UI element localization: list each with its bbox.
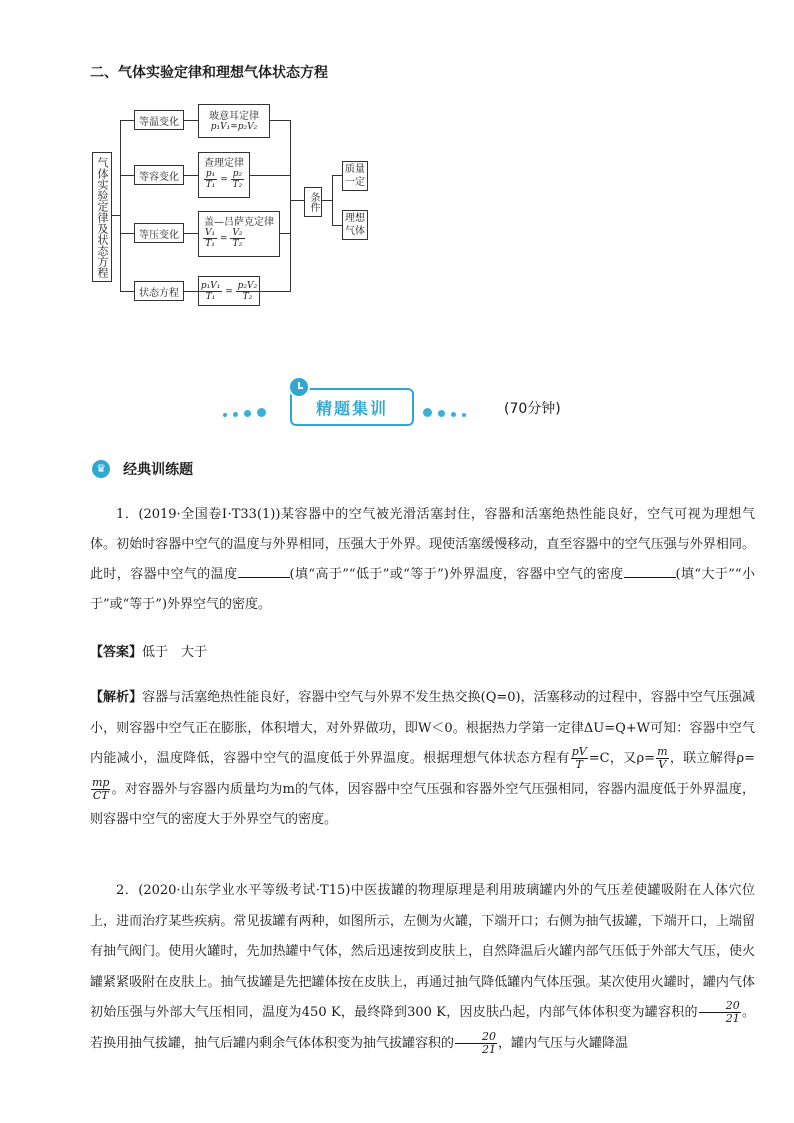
decor-dots-right bbox=[420, 402, 469, 421]
connector bbox=[290, 120, 291, 292]
branch-label-box bbox=[134, 223, 184, 243]
frac-num: pV bbox=[571, 745, 587, 758]
frac-num: p₁V₁ bbox=[200, 280, 221, 291]
banner-time: (70分钟) bbox=[504, 401, 561, 417]
q1-analysis bbox=[90, 683, 755, 836]
q1-text-c: (填“大于”“小于”或“等于”)外界空气的密度。 bbox=[90, 567, 755, 612]
frac-den: T₂ bbox=[232, 239, 243, 249]
connector bbox=[120, 120, 121, 292]
branch-label: 等容变化 bbox=[139, 171, 179, 183]
q1-text-a: 1．(2019·全国卷Ⅰ·T33(1))某容器中的空气被光滑活塞封住，容器和活塞绝热性能良好，空气可视为理想气体。初始时容器中空气的温度与外界相同，压强大于外界。现使活塞缓慢移动，直至容器中的空气压强与外界相同。此时，容器中空气的温度 bbox=[90, 507, 755, 582]
frac-den: T bbox=[575, 758, 583, 771]
connector bbox=[332, 225, 342, 226]
connector bbox=[290, 200, 304, 201]
connector bbox=[120, 120, 134, 121]
connector bbox=[184, 233, 198, 234]
section-title: 二、气体实验定律和理想气体状态方程 bbox=[90, 65, 328, 81]
branch-label-box bbox=[134, 165, 184, 185]
law-box: 查理定律 $\frac{\text{p₁}}{\text{T₁}}$ = $\frac{\text{p₂}}{\text{T₂}}$ bbox=[198, 152, 250, 198]
concept-diagram bbox=[0, 0, 794, 330]
law-box: 盖—吕萨克定律 $\frac{\text{V₁}}{\text{T₁}}$ = $\frac{\text{V₂}}{\text{T₂}}$ bbox=[198, 211, 280, 257]
frac-den: T₂ bbox=[242, 291, 253, 302]
frac-den: V bbox=[658, 758, 667, 771]
root-box bbox=[92, 152, 112, 282]
law-name: 玻意耳定律 bbox=[209, 111, 259, 122]
answer-label: 【答案】 bbox=[90, 645, 143, 660]
frac-num: 20 bbox=[455, 1031, 497, 1044]
connector bbox=[120, 291, 134, 292]
law-box bbox=[198, 104, 270, 138]
connector bbox=[120, 175, 134, 176]
answer-blank[interactable] bbox=[238, 563, 290, 578]
frac-den: 21 bbox=[482, 1042, 497, 1056]
subsection-heading bbox=[92, 458, 193, 479]
connector bbox=[322, 200, 332, 201]
frac-num: V₁ bbox=[205, 228, 216, 238]
frac-den: T₂ bbox=[232, 180, 243, 190]
law-name: 查理定律 bbox=[204, 158, 244, 169]
frac-den: T₁ bbox=[205, 180, 216, 190]
analysis-text: 容器与活塞绝热性能良好，容器中空气与外界不发生热交换(Q=0)，活塞移动的过程中，容器中空气压强减小，则容器中空气正在膨胀，体积增大，对外界做功，即W＜0。根据热力学第一定律ΔU=Q+W可知：容器中空气内能减小，温度降低，容器中空气的温度低于外界温度。根据理想气体状态方程有 bbox=[90, 690, 755, 766]
decor-dots-left bbox=[220, 402, 269, 421]
section-banner bbox=[220, 378, 600, 436]
connector bbox=[280, 233, 290, 234]
condition-item-box bbox=[342, 161, 368, 191]
alarm-clock-icon bbox=[288, 376, 310, 398]
frac-num: m bbox=[657, 745, 668, 758]
condition-item-box bbox=[342, 210, 368, 240]
frac-num: V₂ bbox=[232, 228, 243, 238]
condition-item: 理想气体 bbox=[345, 213, 365, 237]
law-name: 盖—吕萨克定律 bbox=[204, 217, 274, 228]
connector bbox=[184, 120, 198, 121]
law-formula: p₁V₁=p₂V₂ bbox=[210, 122, 258, 132]
condition-box bbox=[304, 187, 322, 217]
subsection-title: 经典训练题 bbox=[123, 461, 194, 478]
branch-label-box bbox=[134, 281, 184, 301]
connector bbox=[112, 215, 120, 216]
frac-den: T₁ bbox=[205, 291, 216, 302]
condition-item: 质量一定 bbox=[345, 164, 365, 188]
connector bbox=[120, 233, 134, 234]
connector bbox=[250, 175, 290, 176]
frac-num: p₁ bbox=[204, 169, 218, 180]
analysis-label: 【解析】 bbox=[90, 690, 143, 705]
connector bbox=[270, 120, 290, 121]
frac-num: p₂ bbox=[231, 169, 245, 180]
analysis-text: ，联立解得ρ= bbox=[669, 751, 755, 766]
analysis-text: 。对容器外与容器内质量均为m的气体，因容器中空气压强和容器外空气压强相同，容器内温度低于外界温度，则容器中空气的密度大于外界空气的密度。 bbox=[90, 781, 755, 827]
law-box: $\frac{\text{p₁V₁}}{\text{T₁}}$ = $\frac{\text{p₂V₂}}{\text{T₂}}$ bbox=[198, 276, 260, 306]
connector bbox=[184, 175, 198, 176]
frac-num: mp bbox=[92, 775, 110, 789]
connector bbox=[184, 291, 198, 292]
frac-num: 20 bbox=[699, 1000, 741, 1013]
frac-den: CT bbox=[92, 788, 109, 802]
frac-den: T₁ bbox=[205, 239, 215, 249]
connector bbox=[332, 175, 333, 225]
branch-label: 等温变化 bbox=[139, 116, 179, 128]
frac-den: 21 bbox=[725, 1012, 740, 1025]
root-label: 气体实验定律及状态方程 bbox=[96, 156, 109, 278]
q2-text-a: 2．(2020·山东学业水平等级考试·T15)中医拔罐的物理原理是利用玻璃罐内外的气压差使罐吸附在人体穴位上，进而治疗某些疾病。常见拔罐有两种，如图所示，左侧为火罐，下端开口；右侧为抽气拔罐，下端开口，上端留有抽气阀门。使用火罐时，先加热罐中气体，然后迅速按到皮肤上，自然降温后火罐内部气压低于外部大气压，使火罐紧紧吸附在皮肤上。抽气拔罐是先把罐体按在皮肤上，再通过抽气降低罐内气体压强。某次使用火罐时，罐内气体初始压强与外部大气压相同，温度为450 K，最终降到300 K，因皮肤凸起，内部气体体积变为罐容积的 bbox=[90, 883, 755, 1020]
banner-box bbox=[290, 388, 414, 426]
connector bbox=[332, 175, 342, 176]
branch-label: 状态方程 bbox=[139, 287, 179, 299]
branch-label: 等压变化 bbox=[139, 229, 179, 241]
connector bbox=[260, 291, 290, 292]
banner-title: 精题集训 bbox=[315, 398, 388, 418]
question-1 bbox=[90, 500, 755, 620]
analysis-text: =C，又ρ= bbox=[588, 751, 656, 766]
q2-text-b: 。若换用抽气拔罐，抽气后罐内剩余气体体积变为抽气拔罐容积的 bbox=[90, 1005, 755, 1051]
answer-blank[interactable] bbox=[624, 563, 676, 578]
frac-num: p₂V₂ bbox=[237, 280, 258, 291]
q1-answer bbox=[90, 638, 755, 668]
question-2 bbox=[90, 876, 755, 1059]
branch-label-box bbox=[134, 110, 184, 130]
q1-text-b: (填“高于”“低于”或“等于”)外界温度，容器中空气的密度 bbox=[289, 567, 624, 582]
q2-text-c: ，罐内气压与火罐降温 bbox=[498, 1035, 629, 1051]
condition-label: 条件 bbox=[308, 192, 319, 212]
trophy-icon: ♛ bbox=[92, 460, 110, 478]
answer-text: 低于 大于 bbox=[142, 645, 208, 660]
